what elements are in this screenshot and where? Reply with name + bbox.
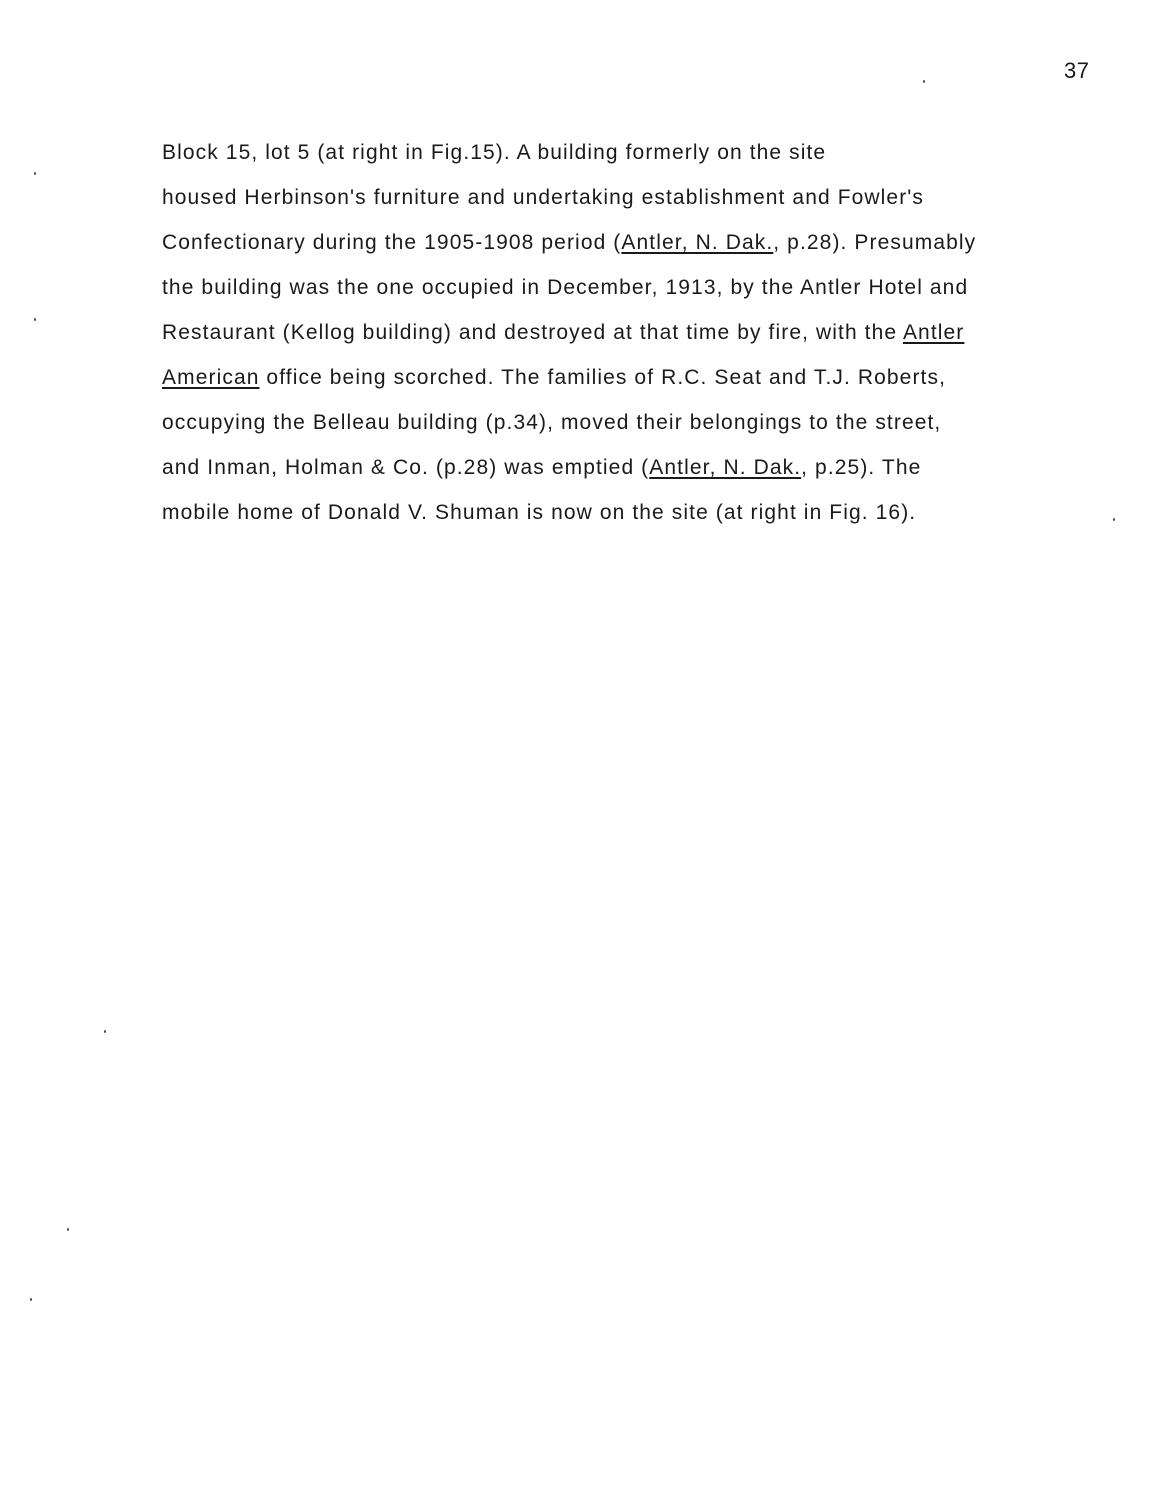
text-line bbox=[162, 355, 1092, 400]
text-segment: occupying the Belleau building (p.34), moved their belongings to the street, bbox=[162, 411, 942, 434]
text-segment: Confectionary during the 1905-1908 period ( bbox=[162, 231, 622, 254]
text-segment: Block 15, lot 5 (at right in Fig.15). A building formerly on the site bbox=[162, 141, 827, 164]
text-segment: and Inman, Holman & Co. (p.28) was emptied ( bbox=[162, 456, 650, 479]
text-line bbox=[162, 220, 1092, 265]
text-segment: the building was the one occupied in December, 1913, by the Antler Hotel and bbox=[162, 276, 969, 299]
text-segment: office being scorched. The families of R.C. Seat and T.J. Roberts, bbox=[259, 366, 947, 389]
scan-speck bbox=[34, 172, 36, 175]
page-number: 37 bbox=[1064, 58, 1090, 83]
text-line bbox=[162, 400, 1092, 445]
text-line bbox=[162, 445, 1092, 490]
scan-speck bbox=[1113, 518, 1115, 521]
text-segment: mobile home of Donald V. Shuman is now on the site (at right in Fig. 16). bbox=[162, 501, 917, 524]
underlined-citation: Antler, N. Dak. bbox=[649, 456, 802, 479]
text-segment: , p.25). The bbox=[801, 456, 922, 479]
scan-speck bbox=[104, 1030, 106, 1033]
scan-speck bbox=[30, 1298, 32, 1301]
underlined-citation: Antler, N. Dak. bbox=[621, 231, 774, 254]
text-line bbox=[162, 310, 1092, 355]
underlined-title: American bbox=[162, 366, 260, 389]
text-line bbox=[162, 265, 1092, 310]
scan-speck bbox=[923, 80, 925, 83]
text-line bbox=[162, 490, 1092, 535]
body-paragraph bbox=[162, 130, 1092, 535]
scan-speck bbox=[34, 318, 36, 321]
underlined-title: Antler bbox=[902, 321, 965, 344]
scan-speck bbox=[67, 1228, 69, 1231]
text-segment: , p.28). Presumably bbox=[773, 231, 977, 254]
text-line bbox=[162, 130, 1092, 175]
text-line bbox=[162, 175, 1092, 220]
text-segment: housed Herbinson's furniture and undertaking establishment and Fowler's bbox=[162, 186, 925, 209]
text-segment: Restaurant (Kellog building) and destroyed at that time by fire, with the bbox=[162, 321, 903, 344]
